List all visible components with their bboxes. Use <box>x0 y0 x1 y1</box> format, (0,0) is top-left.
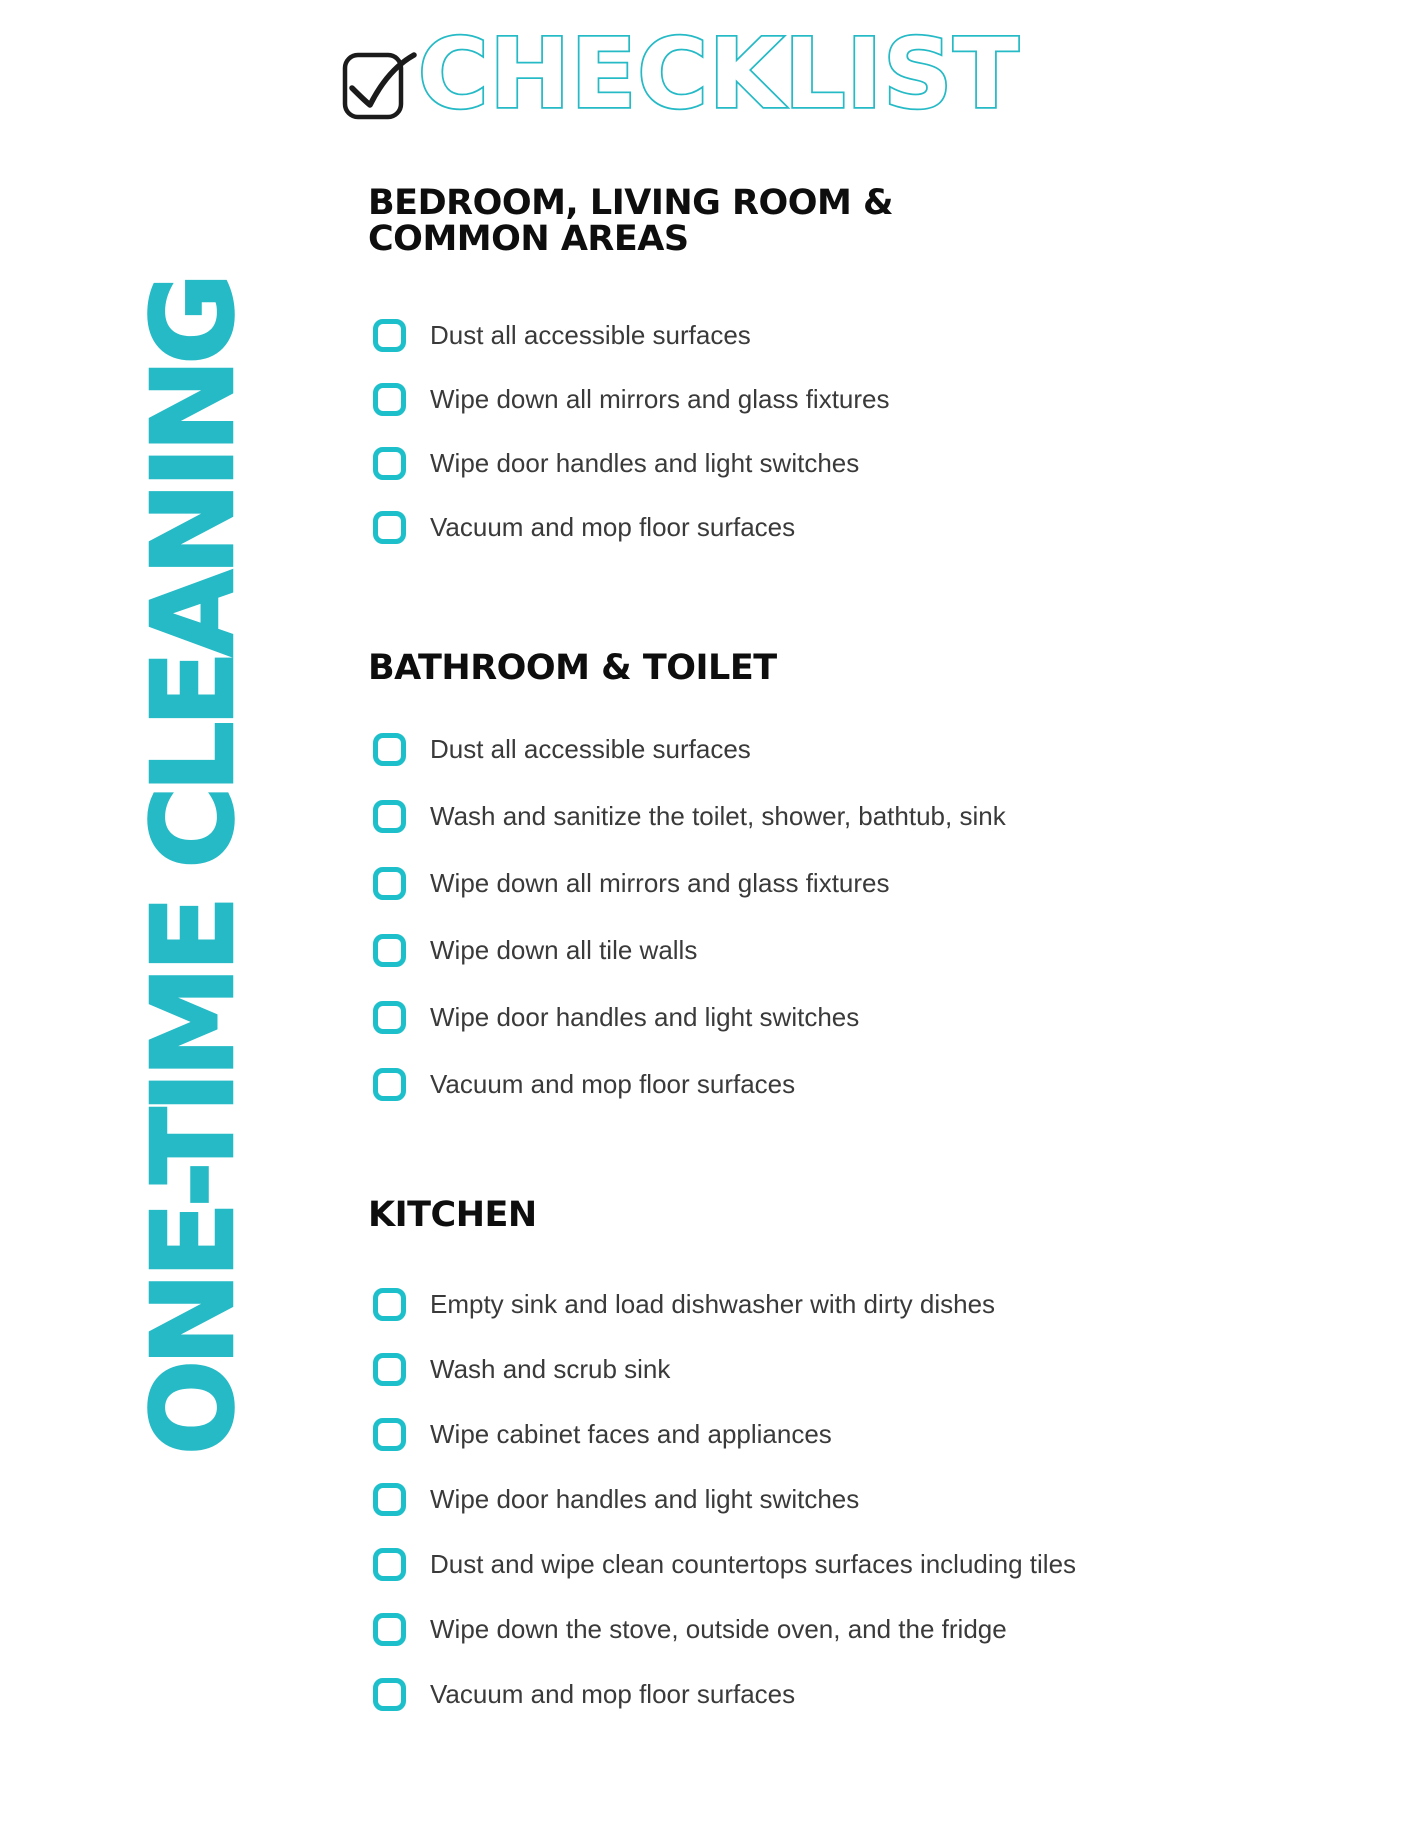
checklist-item-label: Wash and sanitize the toilet, shower, bathtub, sink <box>430 801 1006 831</box>
section-title-bathroom-toilet <box>368 650 777 686</box>
checkbox[interactable] <box>373 1548 406 1581</box>
page-title: CHECKLIST <box>418 18 1020 130</box>
checklist-item <box>373 1001 1006 1034</box>
side-title-band <box>129 226 259 1508</box>
section-title-bedroom-living-common <box>368 185 893 257</box>
checkbox[interactable] <box>373 934 406 967</box>
checklist-item-label: Wipe door handles and light switches <box>430 448 860 478</box>
checklist-item-label: Vacuum and mop floor surfaces <box>430 1069 796 1099</box>
checklist-item <box>373 1418 1076 1451</box>
checklist-item-label: Wipe down all mirrors and glass fixtures <box>430 384 890 414</box>
checkbox[interactable] <box>373 867 406 900</box>
checklist-item <box>373 1353 1076 1386</box>
checkbox[interactable] <box>373 319 406 352</box>
checklist-item-label: Wipe door handles and light switches <box>430 1484 860 1514</box>
section-title-line: KITCHEN <box>368 1195 537 1235</box>
checklist-item-label: Wash and scrub sink <box>430 1354 671 1384</box>
side-title: ONE-TIME CLEANING <box>129 278 259 1456</box>
checkbox[interactable] <box>373 1613 406 1646</box>
checklist-item <box>373 1678 1076 1711</box>
checklist-item <box>373 1483 1076 1516</box>
section-title-line: BATHROOM & TOILET <box>368 648 777 688</box>
checklist-item <box>373 1288 1076 1321</box>
checklist-item <box>373 383 890 416</box>
checklist-item <box>373 447 890 480</box>
checklist-item-label: Dust all accessible surfaces <box>430 320 751 350</box>
checklist-item <box>373 800 1006 833</box>
checklist-item <box>373 1548 1076 1581</box>
checkbox[interactable] <box>373 1353 406 1386</box>
checklist-item <box>373 733 1006 766</box>
checkbox[interactable] <box>373 1288 406 1321</box>
section-items-kitchen <box>373 1288 1076 1711</box>
checkbox[interactable] <box>373 1418 406 1451</box>
checkbox[interactable] <box>373 1001 406 1034</box>
checklist-item <box>373 1613 1076 1646</box>
checkbox[interactable] <box>373 733 406 766</box>
checklist-item-label: Empty sink and load dishwasher with dirty dishes <box>430 1289 996 1319</box>
section-items-bathroom-toilet <box>373 733 1006 1101</box>
checkbox[interactable] <box>373 511 406 544</box>
checkbox[interactable] <box>373 1483 406 1516</box>
checklist-item <box>373 1068 1006 1101</box>
checklist-item <box>373 511 890 544</box>
checklist-item <box>373 319 890 352</box>
checklist-item-label: Wipe down all tile walls <box>430 935 698 965</box>
checkbox[interactable] <box>373 1068 406 1101</box>
checklist-item-label: Wipe cabinet faces and appliances <box>430 1419 832 1449</box>
checkbox[interactable] <box>373 1678 406 1711</box>
section-title-line: COMMON AREAS <box>368 219 689 259</box>
checklist-item-label: Dust all accessible surfaces <box>430 734 751 764</box>
checkbox[interactable] <box>373 447 406 480</box>
checklist-item <box>373 934 1006 967</box>
checklist-item <box>373 867 1006 900</box>
checkbox[interactable] <box>373 383 406 416</box>
checklist-item-label: Wipe down the stove, outside oven, and the fridge <box>430 1614 1007 1644</box>
section-title-kitchen <box>368 1197 537 1233</box>
section-items-bedroom-living-common <box>373 319 890 544</box>
checklist-item-label: Dust and wipe clean countertops surfaces including tiles <box>430 1549 1077 1579</box>
checklist-item-label: Wipe door handles and light switches <box>430 1002 860 1032</box>
checklist-item-label: Vacuum and mop floor surfaces <box>430 1679 796 1709</box>
checkbox[interactable] <box>373 800 406 833</box>
checklist-item-label: Vacuum and mop floor surfaces <box>430 512 796 542</box>
section-title-line: BEDROOM, LIVING ROOM & <box>368 183 894 223</box>
checklist-item-label: Wipe down all mirrors and glass fixtures <box>430 868 890 898</box>
